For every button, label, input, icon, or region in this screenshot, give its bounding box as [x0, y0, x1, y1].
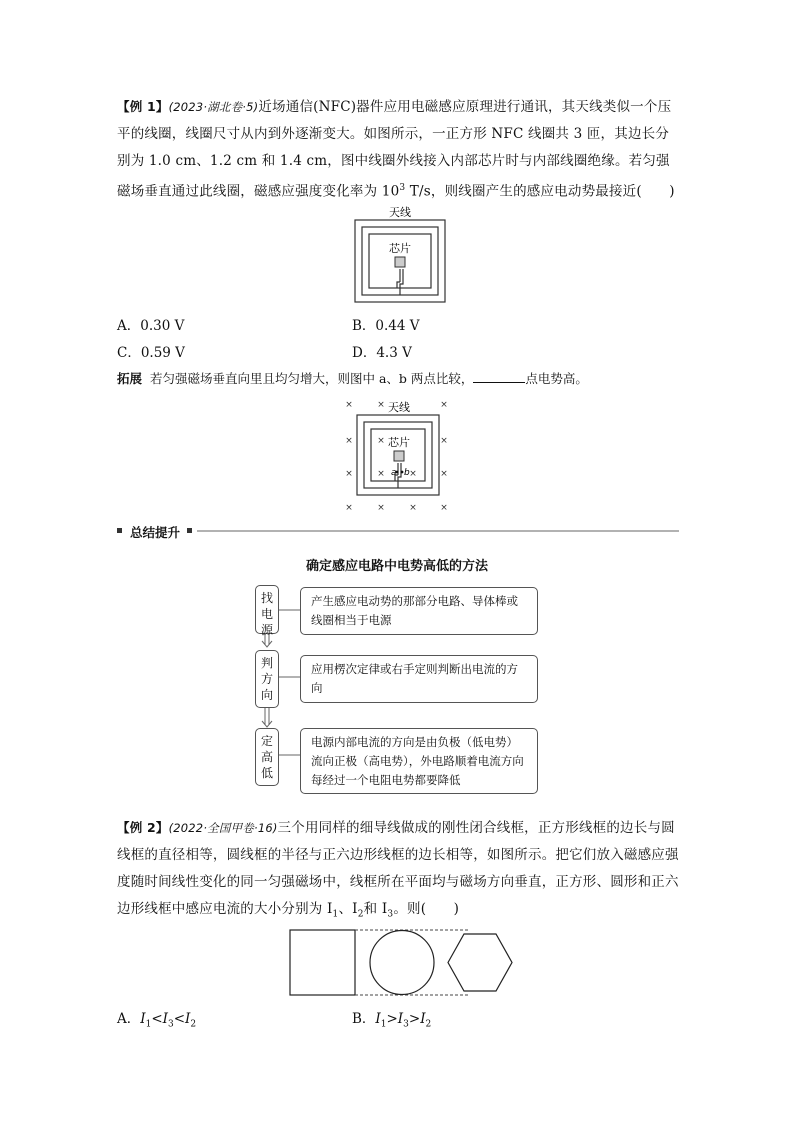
svg-text:×: ×: [409, 503, 417, 513]
coil-in-field-figure: [335, 395, 460, 517]
svg-text:×: ×: [345, 469, 353, 479]
extension-body-end: 点电势高。: [525, 371, 588, 386]
antenna-label: 天线: [389, 206, 411, 219]
antenna-label-2: 天线: [388, 401, 410, 414]
chip-label: 芯片: [389, 242, 411, 255]
svg-text:×: ×: [440, 400, 448, 410]
example-2-text: 【例 2】(2022·全国甲卷·16)三个用同样的细导线做成的刚性闭合线框，正方形线框的边长与圆线框的直径相等，圆线框的半径与正六边形线框的边长相等，如图所示。把它们放入磁感应强度随时间线性变化的同一匀强磁场中，线框所在平面均与磁场方向垂直，正方形、圆形和正六边形线框中感应电流的大小分别为 $I_1$、$I_2$和 $I_3$。则( ): [117, 820, 679, 920]
nfc-coil-figure: [345, 202, 455, 307]
chip-block-2: [394, 451, 404, 461]
exponent: 3: [399, 183, 406, 193]
example-1-body-end: T/s，则线圈产生的感应电动势最接近( ): [405, 183, 675, 200]
svg-text:×: ×: [345, 503, 353, 513]
svg-text:×: ×: [409, 469, 417, 479]
step-determine-level: 定高低: [255, 728, 279, 786]
svg-text:×: ×: [345, 400, 353, 410]
svg-text:×: ×: [345, 436, 353, 446]
example-1-tag: 【例 1】: [117, 99, 169, 114]
extension-text: [117, 369, 588, 387]
option-b[interactable]: B．0.44 V: [352, 318, 420, 334]
svg-text:×: ×: [377, 469, 385, 479]
step-determine-direction: 判方向: [255, 650, 279, 708]
flowchart-title: 确定感应电路中电势高低的方法: [305, 559, 488, 574]
option-a[interactable]: A．0.30 V: [117, 318, 185, 334]
option-c[interactable]: C．0.59 V: [117, 345, 185, 361]
step-determine-direction-content: 应用楞次定律或右手定则判断出电流的方向: [300, 655, 538, 703]
example-1-text: [117, 93, 679, 206]
example-2-tag: 【例 2】: [117, 820, 169, 835]
circle-frame: [370, 931, 434, 995]
step-find-source: 找电源: [255, 585, 279, 634]
ex2-option-a[interactable]: A．$I_1<I_3<I_2$: [117, 1011, 197, 1030]
answer-blank[interactable]: [473, 370, 525, 383]
summary-divider: [117, 523, 679, 539]
svg-text:×: ×: [377, 436, 385, 446]
chip-block: [395, 257, 405, 267]
summary-label: 总结提升: [130, 525, 181, 540]
ex2-option-b[interactable]: B．$I_1>I_3>I_2$: [352, 1011, 432, 1030]
point-b-label: b: [404, 468, 410, 478]
extension-body: 若匀强磁场垂直向里且均匀增大，则图中 a、b 两点比较，: [149, 371, 474, 386]
example-1-source: (2023·湖北卷·5): [168, 100, 259, 114]
point-a-label: a: [391, 468, 397, 478]
option-d[interactable]: D．4.3 V: [352, 345, 412, 361]
svg-text:×: ×: [440, 469, 448, 479]
svg-text:×: ×: [440, 503, 448, 513]
svg-text:×: ×: [440, 436, 448, 446]
square-frame: [290, 930, 355, 995]
hexagon-frame: [448, 934, 512, 991]
chip-label-2: 芯片: [388, 436, 410, 449]
step-find-source-content: 产生感应电动势的那部分电路、导体棒或线圈相当于电源: [300, 587, 538, 635]
step-determine-level-content: 电源内部电流的方向是由负极（低电势）流向正极（高电势），外电路顺着电流方向每经过一个电阻电势都要降低: [300, 728, 538, 794]
example-2-source: (2022·全国甲卷·16): [168, 821, 278, 835]
svg-text:×: ×: [377, 400, 385, 410]
example-1-body: 近场通信(NFC)器件应用电磁感应原理进行通讯，其天线类似一个压平的线圈，线圈尺寸从内到外逐渐变大。如图所示，一正方形 NFC 线圈共 3 匝，其边长分别为 1.0 cm、1.2 cm 和 1.4 cm，图中线圈外线接入内部芯片时与内部线圈绝缘。若匀强磁场垂直通过此线圈，磁感应强度变化率为 10: [117, 99, 672, 200]
extension-label: 拓展: [117, 371, 143, 386]
three-frames-figure: [288, 928, 518, 998]
svg-text:×: ×: [377, 503, 385, 513]
